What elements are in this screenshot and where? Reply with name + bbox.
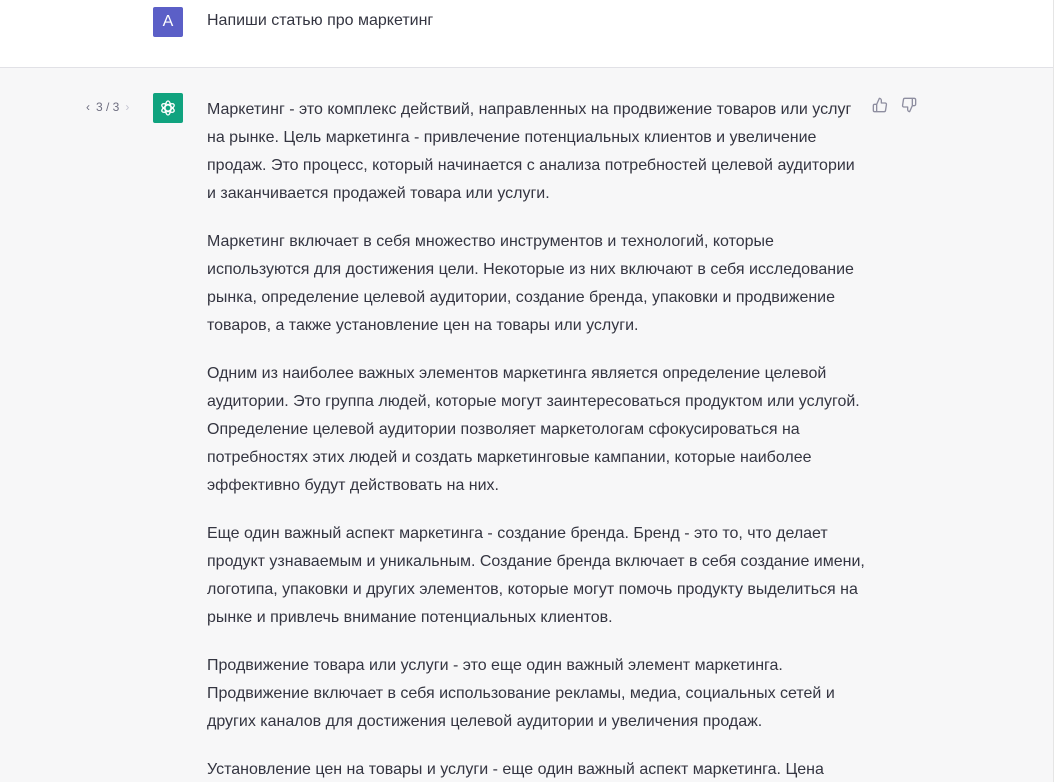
answer-paragraph: Еще один важный аспект маркетинга - создание бренда. Бренд - это то, что делает продукт узнаваемым и уникальным. Создание бренда включает в себя создание имени, логотипа, упаковки и других элементов, которые могут помочь продукту выделиться на рынке и привлечь внимание потенциальных клиентов.	[207, 525, 865, 626]
bot-avatar	[153, 93, 183, 123]
answer-paragraph: Продвижение товара или услуги - это еще один важный элемент маркетинга. Продвижение включает в себя использование рекламы, медиа, социальных сетей и других каналов для достижения целевой аудитории и увеличения продаж.	[207, 657, 835, 730]
user-message-text: Напиши статью про маркетинг	[207, 12, 434, 29]
like-button[interactable]	[871, 96, 888, 113]
user-message-row	[0, 0, 1054, 68]
pager-prev-button[interactable]: ‹	[86, 100, 90, 114]
pager-count: 3 / 3	[96, 100, 120, 114]
feedback-buttons	[871, 96, 917, 113]
thumbs-down-icon	[901, 97, 917, 113]
user-avatar	[153, 7, 183, 37]
thumbs-up-icon	[872, 97, 888, 113]
answer-paragraph: Одним из наиболее важных элементов маркетинга является определение целевой аудитории. Это группа людей, которые могут заинтересоваться продуктом или услугой. Определение целевой аудитории позволяет маркетологам сфокусироваться на потребностях этих людей и создать маркетинговые кампании, которые наиболее эффективно будут действовать на них.	[207, 365, 860, 494]
answer-paragraph: Маркетинг - это комплекс действий, направленных на продвижение товаров или услуг на рынке. Цель маркетинга - привлечение потенциальных клиентов и увеличение продаж. Это процесс, который начинается с анализа потребностей целевой аудитории и заканчивается продажей товара или услуги.	[207, 101, 855, 202]
assistant-message-row	[0, 68, 1054, 782]
response-pager	[86, 100, 129, 114]
openai-logo-icon	[157, 97, 179, 119]
answer-paragraph: Установление цен на товары и услуги - еще один важный аспект маркетинга. Цена	[207, 761, 824, 778]
answer-paragraph: Маркетинг включает в себя множество инструментов и технологий, которые используются для достижения цели. Некоторые из них включают в себя исследование рынка, определение целевой аудитории, создание бренда, упаковки и продвижение товаров, а также установление цен на товары или услуги.	[207, 233, 854, 334]
dislike-button[interactable]	[900, 96, 917, 113]
user-avatar-letter: A	[162, 13, 174, 30]
assistant-answer	[207, 96, 867, 782]
pager-next-button[interactable]: ›	[125, 100, 130, 114]
